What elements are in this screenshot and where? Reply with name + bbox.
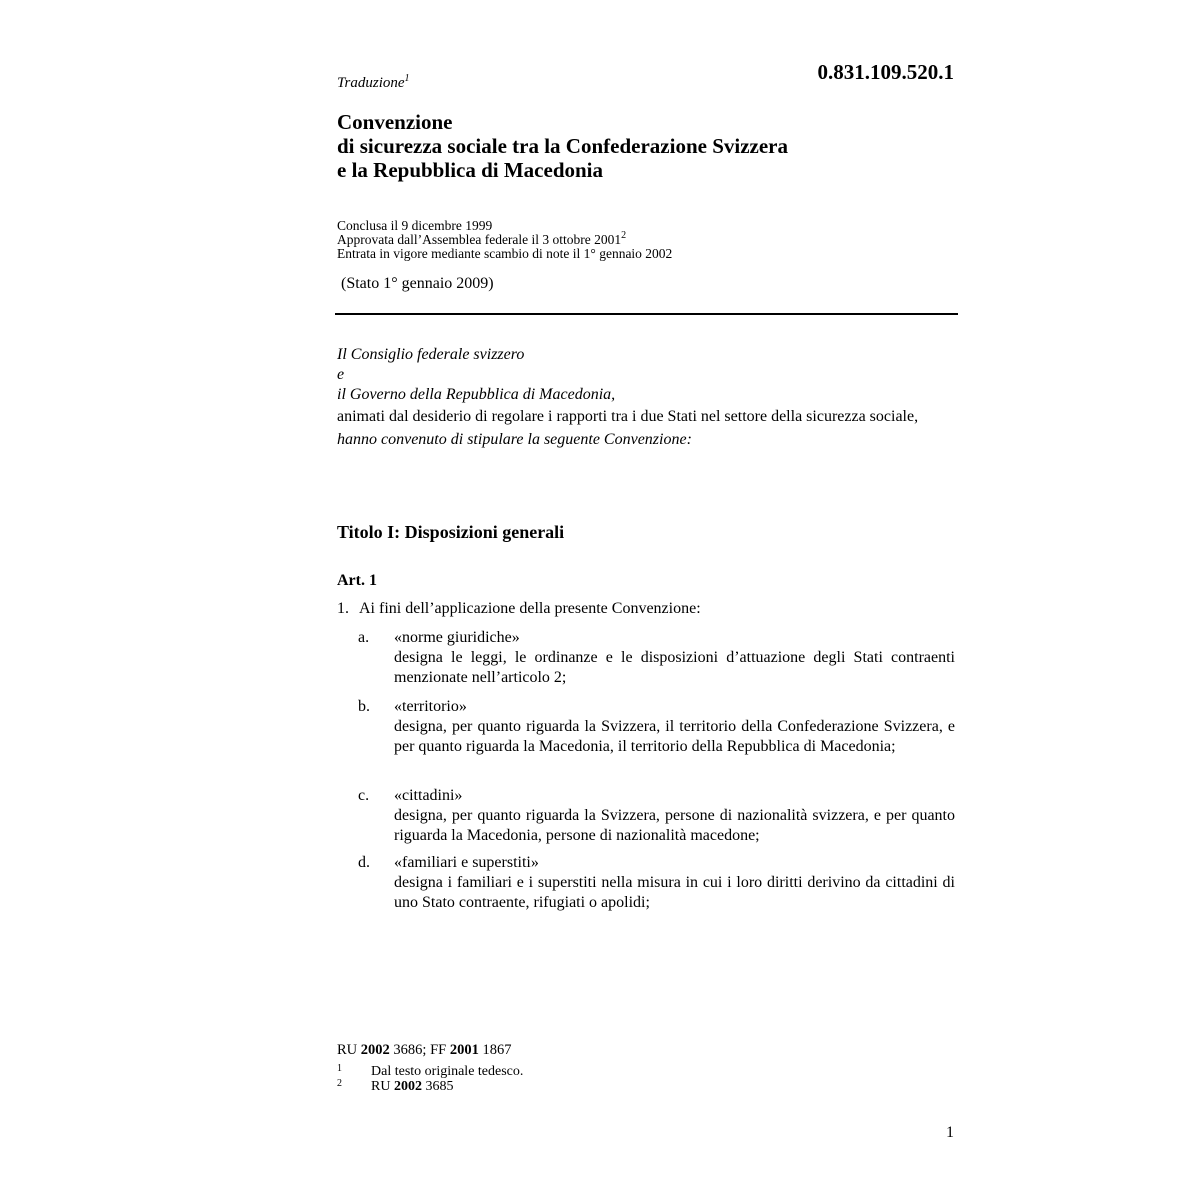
ref-ff-number: 1867 [482, 1042, 512, 1058]
ref-ff-label: FF [430, 1042, 447, 1058]
definition-item [358, 628, 955, 688]
footnote [337, 1064, 523, 1079]
footnote-text: Dal testo originale tedesco. [371, 1064, 524, 1079]
item-letter: c. [358, 787, 370, 804]
title-line: di sicurezza sociale tra la Confederazione Svizzera [337, 134, 788, 158]
translation-label: Traduzione [337, 75, 405, 91]
paragraph-number: 1. [337, 600, 349, 617]
preamble [337, 345, 955, 450]
footnote-ru-label: RU [371, 1079, 391, 1094]
ref-ru-year: 2002 [360, 1042, 390, 1058]
footnotes [337, 1064, 523, 1094]
ref-ff-year: 2001 [449, 1042, 479, 1058]
article-heading: Art. 1 [337, 572, 377, 589]
item-term: «cittadini» [394, 787, 463, 804]
item-term: «familiari e superstiti» [394, 854, 539, 871]
definition-item [358, 697, 955, 757]
item-definition: designa, per quanto riguarda la Svizzera, persone di nazionalità svizzera, e per quanto riguarda la Macedonia, persone di nazionalità macedone; [394, 807, 955, 844]
ref-ru-number: 3686; [393, 1042, 427, 1058]
preamble-party-1: Il Consiglio federale svizzero [337, 346, 525, 363]
translation-note [337, 75, 410, 92]
publication-reference [337, 1042, 511, 1059]
footnote-ref-2: 2 [621, 230, 627, 241]
item-definition: designa le leggi, le ordinanze e le disposizioni d’attuazione degli Stati contraenti menzionate nell’articolo 2; [394, 649, 955, 686]
footnote-ru-page: 3685 [425, 1079, 454, 1094]
approved-date [337, 230, 672, 247]
paragraph-text: Ai fini dell’applicazione della presente Convenzione: [359, 600, 701, 617]
approved-text: Approvata dall’Assemblea federale il 3 ottobre 2001 [337, 232, 622, 247]
footnote-ref-1: 1 [404, 73, 410, 84]
footnote-ru-year: 2002 [393, 1079, 422, 1094]
title-line: Convenzione [337, 110, 453, 134]
definition-item [358, 786, 955, 846]
horizontal-rule [335, 313, 958, 315]
section-title: Titolo I: Disposizioni generali [337, 522, 565, 542]
item-letter: b. [358, 698, 370, 715]
status-date: (Stato 1° gennaio 2009) [341, 275, 494, 292]
footnote [337, 1079, 523, 1094]
preamble-conjunction: e [337, 366, 345, 383]
preamble-agreement: hanno convenuto di stipulare la seguente Convenzione: [337, 431, 692, 448]
document-title [337, 110, 788, 182]
entry-into-force: Entrata in vigore mediante scambio di note il 1° gennaio 2002 [337, 246, 673, 261]
item-letter: a. [358, 629, 370, 646]
document-number: 0.831.109.520.1 [817, 60, 954, 84]
page-number: 1 [946, 1124, 954, 1141]
title-line: e la Repubblica di Macedonia [337, 158, 604, 182]
item-term: «norme giuridiche» [394, 629, 520, 646]
article-paragraph [337, 600, 701, 618]
item-letter: d. [358, 854, 370, 871]
footnote-number: 2 [337, 1078, 342, 1089]
preamble-motive: animati dal desiderio di regolare i rapporti tra i due Stati nel settore della sicurezza sociale, [337, 408, 919, 425]
footnote-number: 1 [337, 1063, 342, 1074]
ref-ru-label: RU [337, 1042, 358, 1058]
item-definition: designa, per quanto riguarda la Svizzera, il territorio della Confederazione Svizzera, e per quanto riguarda la Macedonia, il territorio della Repubblica di Macedonia; [394, 718, 955, 755]
item-definition: designa i familiari e i superstiti nella misura in cui i loro diritti derivino da cittadini di uno Stato contraente, rifugiati o apolidi; [394, 874, 955, 911]
concluded-date: Conclusa il 9 dicembre 1999 [337, 218, 493, 233]
preamble-party-2: il Governo della Repubblica di Macedonia, [337, 386, 616, 403]
item-term: «territorio» [394, 698, 467, 715]
document-metadata [337, 219, 672, 261]
definition-item [358, 853, 955, 913]
